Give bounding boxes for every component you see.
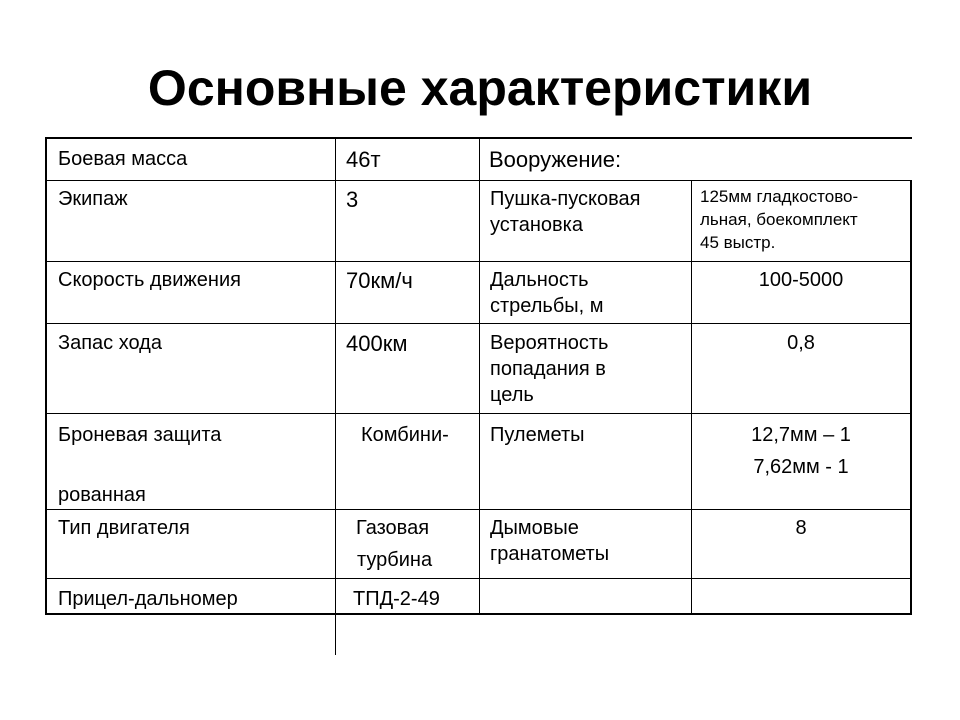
cell-crew-value: 3: [346, 187, 359, 212]
table-border-right: [910, 180, 912, 615]
cell-machine-gun-value-2: 7,62мм - 1: [753, 456, 849, 478]
cell-armor-value: Комбини-: [361, 424, 449, 446]
cell-machine-guns-label: Пулеметы: [490, 424, 585, 446]
cell-speed-label: Скорость движения: [58, 269, 241, 291]
cell-engine-label: Тип двигателя: [58, 517, 190, 539]
cell-speed-value: 70км/ч: [346, 268, 413, 293]
cell-fire-range-value: 100-5000: [758, 269, 844, 291]
cell-engine-value-2: турбина: [357, 549, 433, 571]
cell-engine-value-1: Газовая: [356, 517, 430, 539]
cell-fire-range-label: Дальность стрельбы, м: [490, 269, 604, 317]
cell-armor-label: Броневая защита: [58, 424, 222, 446]
cell-smoke-launchers-value: 8: [795, 517, 807, 539]
cell-sight-label: Прицел-дальномер: [58, 588, 238, 610]
cell-smoke-launchers-label: Дымовые гранатометы: [490, 517, 610, 565]
cell-gun-launcher-label: Пушка-пусковая установка: [490, 188, 641, 236]
cell-crew-label: Экипаж: [58, 188, 128, 210]
column-divider: [479, 137, 480, 615]
column-divider: [335, 137, 336, 655]
cell-combat-mass-label: Боевая масса: [58, 148, 188, 170]
cell-armor-label-cont: рованная: [58, 484, 146, 506]
cell-combat-mass-value: 46т: [346, 147, 381, 172]
cell-hit-probability-value: 0,8: [787, 332, 815, 354]
cell-armament-header: Вооружение:: [489, 147, 622, 172]
cell-hit-probability-label: Вероятность попадания в цель: [490, 332, 609, 406]
page-title: Основные характеристики: [147, 60, 813, 116]
cell-sight-value: ТПД-2-49: [353, 588, 440, 610]
cell-range-value: 400км: [346, 331, 408, 356]
cell-machine-gun-value-1: 12,7мм – 1: [751, 424, 851, 446]
table-border-left: [45, 137, 47, 615]
column-divider: [691, 180, 692, 615]
cell-gun-launcher-value: 125мм гладкостово- льная, боекомплект 45 выстр.: [700, 187, 859, 252]
cell-range-label: Запас хода: [58, 332, 162, 354]
